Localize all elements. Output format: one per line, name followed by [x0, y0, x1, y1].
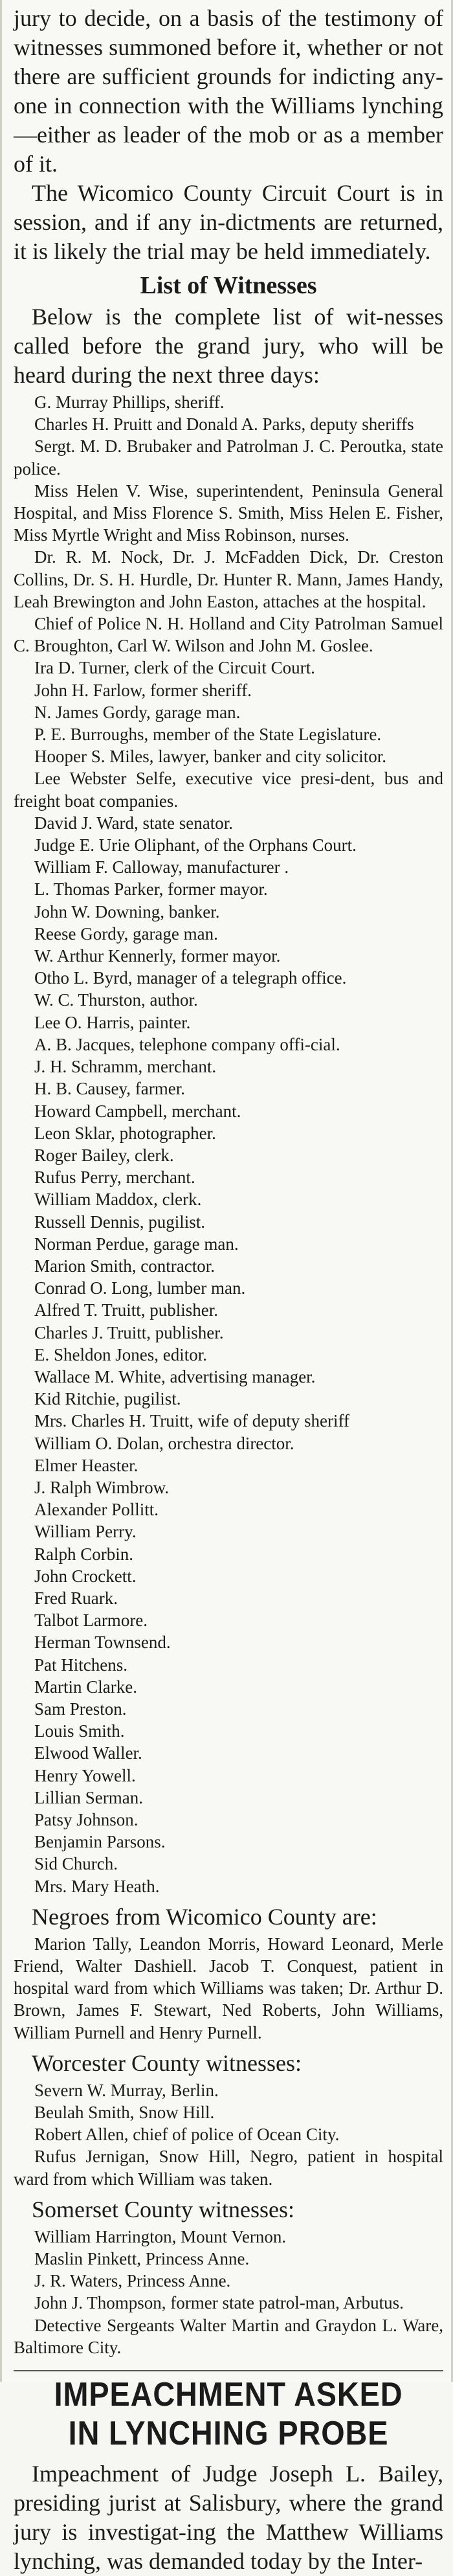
witness-entry: John W. Downing, banker. — [34, 901, 220, 921]
worcester-entry: Robert Allen, chief of police of Ocean City. — [34, 2125, 340, 2145]
article-column — [14, 4, 443, 2576]
witness-entry: Patsy Johnson. — [34, 1810, 138, 1829]
witness-entry: N. James Gordy, garage man. — [34, 702, 241, 722]
witness-entry: Wallace M. White, advertising manager. — [34, 1366, 316, 1386]
witness-entry: Judge E. Urie Oliphant, of the Orphans Court. — [34, 835, 357, 855]
witness-entry: John Crockett. — [34, 1566, 137, 1586]
negroes-text: Marion Tally, Leandon Morris, Howard Leonard, Merle Friend, Walter Dashiell. Jacob T. Conquest, patient in hospital ward from which Williams was taken; Dr. Arthur D. Brown, James F. Stewart, Ned Roberts, John Williams, William Purnell and Henry Purnell. — [14, 1934, 443, 2042]
witness-entry: Elmer Heaster. — [34, 1455, 138, 1475]
somerset-entry: William Harrington, Mount Vernon. — [34, 2226, 287, 2246]
witness-entry: William Maddox, clerk. — [34, 1190, 202, 1210]
witness-entry: W. Arthur Kennerly, former mayor. — [34, 946, 281, 966]
witness-list-heading: List of Witnesses — [140, 272, 317, 299]
witness-entry: Howard Campbell, merchant. — [34, 1101, 241, 1121]
witness-entry: Lee O. Harris, painter. — [34, 1012, 191, 1032]
story-divider — [14, 2370, 443, 2371]
witness-entry: Norman Perdue, garage man. — [34, 1234, 239, 1254]
witness-entry: Martin Clarke. — [34, 1677, 137, 1697]
witness-entry: Ralph Corbin. — [34, 1544, 133, 1564]
intro-paragraph: jury to decide, on a basis of the testimony of witnesses summoned before it, whether or not there are sufficient grounds for indicting any-one in connection with the Williams lynching—either as leader of the mob or as a member of it. — [14, 5, 443, 177]
worcester-list — [14, 2079, 443, 2190]
worcester-heading: Worcester County witnesses: — [32, 2050, 302, 2076]
next-story-lead: Impeachment of Judge Joseph L. Bailey, presiding jurist at Salisbury, where the grand jury is investigat-ing the Matthew Williams lynching, was demanded today by the Inter- — [14, 2461, 443, 2575]
negroes-list — [14, 1933, 443, 2044]
witness-entry: William O. Dolan, orchestra director. — [34, 1433, 294, 1453]
witness-entry: Mrs. Charles H. Truitt, wife of deputy sheriff — [34, 1411, 349, 1431]
witness-entry: W. C. Thurston, author. — [34, 990, 198, 1010]
somerset-entry: Maslin Pinkett, Princess Anne. — [34, 2249, 250, 2269]
witness-entry: Pat Hitchens. — [34, 1655, 127, 1675]
headline-line-2: IN LYNCHING PROBE — [68, 2415, 389, 2453]
witness-entry: Miss Helen V. Wise, superintendent, Peninsula General Hospital, and Miss Florence S. Smith, Miss Helen E. Fisher, Miss Myrtle Wright and Miss Robinson, nurses. — [14, 480, 443, 545]
witness-entry: Sergt. M. D. Brubaker and Patrolman J. C. Peroutka, state police. — [14, 436, 443, 479]
witness-entry: Sam Preston. — [34, 1699, 127, 1719]
witness-entry: Talbot Larmore. — [34, 1610, 148, 1631]
worcester-entry: Beulah Smith, Snow Hill. — [34, 2103, 215, 2123]
witness-entry: Fred Ruark. — [34, 1588, 118, 1608]
court-paragraph: The Wicomico County Circuit Court is in session, and if any in-dictments are returned, it is likely the trial may be held immediately. — [14, 180, 443, 264]
worcester-entry: Severn W. Murray, Berlin. — [34, 2080, 219, 2100]
witness-entry: Dr. R. M. Nock, Dr. J. McFadden Dick, Dr. Creston Collins, Dr. S. H. Hurdle, Dr. Hunter R. Mann, James Handy, Leah Brewington and John Easton, attaches at the hospital. — [14, 547, 443, 611]
witness-entry: Reese Gordy, garage man. — [34, 923, 218, 943]
witness-entry: Herman Townsend. — [34, 1633, 171, 1653]
witness-entry: Louis Smith. — [34, 1721, 125, 1741]
witness-entry: A. B. Jacques, telephone company offi-cial. — [34, 1034, 340, 1054]
worcester-entry: Rufus Jernigan, Snow Hill, Negro, patient in hospital ward from which William was taken. — [14, 2147, 443, 2189]
witness-entry: J. Ralph Wimbrow. — [34, 1477, 170, 1497]
witness-entry: Alexander Pollitt. — [34, 1500, 159, 1520]
witness-entry: Otho L. Byrd, manager of a telegraph office. — [34, 968, 347, 988]
witness-entry: E. Sheldon Jones, editor. — [34, 1344, 207, 1364]
witness-entry: William Perry. — [34, 1522, 137, 1542]
witness-entry: Elwood Waller. — [34, 1743, 142, 1763]
witness-entry: P. E. Burroughs, member of the State Legislature. — [34, 725, 382, 745]
witness-entry: G. Murray Phillips, sheriff. — [34, 392, 225, 412]
negroes-heading: Negroes from Wicomico County are: — [32, 1903, 377, 1930]
witness-entry: John H. Farlow, former sheriff. — [34, 680, 252, 700]
witness-entry: Mrs. Mary Heath. — [34, 1876, 160, 1896]
witness-entry: Hooper S. Miles, lawyer, banker and city solicitor. — [34, 747, 387, 767]
witness-list — [14, 391, 443, 1897]
somerset-entry: John J. Thompson, former state patrol-man, Arbutus. — [34, 2293, 404, 2313]
witness-entry: Chief of Police N. H. Holland and City Patrolman Samuel C. Broughton, Carl W. Wilson and John M. Goslee. — [14, 614, 443, 656]
somerset-entry: Detective Sergeants Walter Martin and Graydon L. Ware, Baltimore City. — [14, 2315, 443, 2357]
somerset-list — [14, 2226, 443, 2358]
witness-entry: Conrad O. Long, lumber man. — [34, 1278, 246, 1298]
somerset-entry: J. R. Waters, Princess Anne. — [34, 2271, 231, 2291]
witness-entry: Ira D. Turner, clerk of the Circuit Court. — [34, 658, 315, 678]
witness-entry: L. Thomas Parker, former mayor. — [34, 879, 268, 899]
witness-entry: Kid Ritchie, pugilist. — [34, 1389, 181, 1409]
witness-entry: Benjamin Parsons. — [34, 1832, 166, 1852]
witness-entry: David J. Ward, state senator. — [34, 813, 234, 833]
somerset-heading: Somerset County witnesses: — [32, 2196, 294, 2222]
witness-entry: Leon Sklar, photographer. — [34, 1123, 216, 1143]
witness-entry: Charles J. Truitt, publisher. — [34, 1322, 224, 1342]
witness-entry: J. H. Schramm, merchant. — [34, 1057, 217, 1077]
witness-entry: Henry Yowell. — [34, 1765, 136, 1785]
witness-entry: Sid Church. — [34, 1854, 118, 1874]
witness-entry: William F. Calloway, manufacturer . — [34, 857, 289, 877]
witness-entry: Russell Dennis, pugilist. — [34, 1212, 206, 1232]
witness-entry: Marion Smith, contractor. — [34, 1256, 215, 1276]
witness-list-intro: Below is the complete list of wit-nesses called before the grand jury, who will be heard during the next three days: — [14, 304, 443, 388]
witness-entry: Alfred T. Truitt, publisher. — [34, 1300, 219, 1320]
headline-line-1: IMPEACHMENT ASKED — [54, 2376, 403, 2414]
witness-entry: Lee Webster Selfe, executive vice presi-dent, bus and freight boat companies. — [14, 769, 443, 811]
witness-entry: H. B. Causey, farmer. — [34, 1079, 185, 1099]
witness-entry: Roger Bailey, clerk. — [34, 1145, 174, 1165]
witness-entry: Charles H. Pruitt and Donald A. Parks, deputy sheriffs — [34, 414, 414, 435]
witness-entry: Lillian Serman. — [34, 1787, 143, 1807]
witness-entry: Rufus Perry, merchant. — [34, 1168, 195, 1188]
